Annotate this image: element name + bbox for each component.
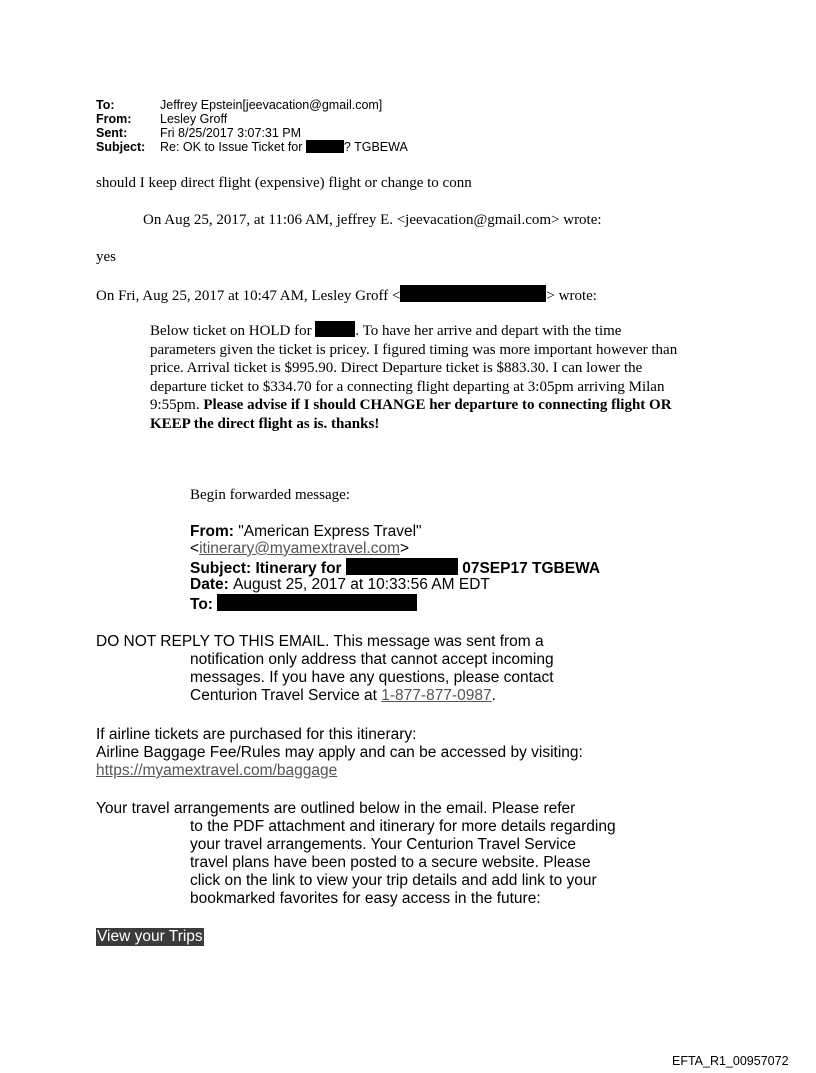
notice-line-4-text: Centurion Travel Service at <box>190 687 377 704</box>
fwd-subject-row <box>190 558 600 578</box>
baggage-line-1: If airline tickets are purchased for this itinerary: <box>96 726 417 743</box>
arrangements-paragraph <box>96 800 616 908</box>
baggage-link[interactable]: https://myamextravel.com/baggage <box>96 762 338 779</box>
hold-rest: . To have her arrive and depart with the time parameters given the ticket is pricey. I figured timing was more important however than price. Arrival ticket is $995.90. Direct Departure ticket is $883.30. I can lower the departure ticket to $334.70 for a connecting flight departing at 3:05pm arriving Milan 9:55pm. <box>150 323 678 413</box>
reply-line: should I keep direct flight (expensive) flight or change to conn <box>96 175 472 191</box>
redaction-box <box>346 558 458 575</box>
redaction-box <box>306 140 344 153</box>
sent-value: Fri 8/25/2017 3:07:31 PM <box>160 126 302 140</box>
hold-start: Below ticket on HOLD for <box>150 323 312 339</box>
forwarded-header <box>190 524 600 614</box>
from-value: Lesley Groff <box>160 112 228 126</box>
from-label: From: <box>96 112 132 126</box>
baggage-paragraph <box>96 726 583 780</box>
arrangements-line-4: travel plans have been posted to a secure website. Please <box>190 854 591 871</box>
fwd-date-label: Date: <box>190 576 229 594</box>
fwd-subject-suffix: 07SEP17 TGBEWA <box>462 559 601 577</box>
angle-open: < <box>190 539 200 557</box>
fwd-from-row <box>190 524 600 541</box>
notice-line-2: notification only address that cannot accept incoming <box>190 651 554 668</box>
subject-label: Subject: <box>96 140 146 154</box>
fwd-date-value: August 25, 2017 at 10:33:56 AM EDT <box>233 576 490 594</box>
redaction-box <box>315 321 355 337</box>
yes-line: yes <box>96 249 116 265</box>
fwd-to-label: To: <box>190 596 213 614</box>
fwd-date-row <box>190 577 600 594</box>
quote-attribution-2 <box>96 285 597 305</box>
notice-paragraph <box>96 633 554 705</box>
fwd-from-label: From: <box>190 523 234 540</box>
sent-label: Sent: <box>96 126 128 140</box>
attrib2-prefix: On Fri, Aug 25, 2017 at 10:47 AM, Lesley Groff < <box>96 288 401 304</box>
sent-row <box>96 126 408 140</box>
document-id: EFTA_R1_00957072 <box>672 1054 789 1068</box>
hold-bold: Please advise if I should CHANGE her departure to connecting flight OR KEEP the direct flight as is. thanks! <box>150 397 672 432</box>
arrangements-line-1: Your travel arrangements are outlined below in the email. Please refer <box>96 800 576 817</box>
hold-message <box>150 321 680 433</box>
baggage-line-2: Airline Baggage Fee/Rules may apply and can be accessed by visiting: <box>96 744 583 761</box>
itinerary-email-link[interactable]: itinerary@myamextravel.com <box>199 539 400 557</box>
view-trips-button[interactable]: View your Trips <box>97 928 203 945</box>
subject-suffix: ? TGBEWA <box>343 140 408 154</box>
arrangements-line-2: to the PDF attachment and itinerary for more details regarding <box>190 818 616 835</box>
from-row <box>96 112 408 126</box>
arrangements-line-5: click on the link to view your trip details and add link to your <box>190 872 597 889</box>
to-row <box>96 98 408 112</box>
to-label: To: <box>96 98 115 112</box>
notice-line-3: messages. If you have any questions, please contact <box>190 669 554 686</box>
arrangements-line-3: your travel arrangements. Your Centurion Travel Service <box>190 836 576 853</box>
quote-attribution-1: On Aug 25, 2017, at 11:06 AM, jeffrey E. <jeevacation@gmail.com> wrote: <box>143 212 602 228</box>
subject-row <box>96 140 408 154</box>
notice-period: . <box>491 687 496 704</box>
fwd-email-row <box>190 541 600 558</box>
fwd-from-value: "American Express Travel" <box>238 523 422 540</box>
phone-link[interactable]: 1-877-877-0987 <box>381 687 492 704</box>
begin-forwarded: Begin forwarded message: <box>190 487 350 503</box>
fwd-to-row <box>190 594 600 614</box>
notice-line-4 <box>96 687 554 705</box>
fwd-subject-label: Subject: Itinerary for <box>190 559 342 577</box>
email-header <box>96 98 408 154</box>
subject-prefix: Re: OK to Issue Ticket for <box>160 140 303 154</box>
redaction-box <box>217 594 417 611</box>
redaction-box <box>400 285 546 302</box>
angle-close: > <box>399 539 410 557</box>
notice-line-1: DO NOT REPLY TO THIS EMAIL. This message was sent from a <box>96 633 544 650</box>
to-value: Jeffrey Epstein[jeevacation@gmail.com] <box>160 98 383 112</box>
arrangements-line-6: bookmarked favorites for easy access in the future: <box>190 890 541 907</box>
attrib2-suffix: > wrote: <box>546 288 597 304</box>
